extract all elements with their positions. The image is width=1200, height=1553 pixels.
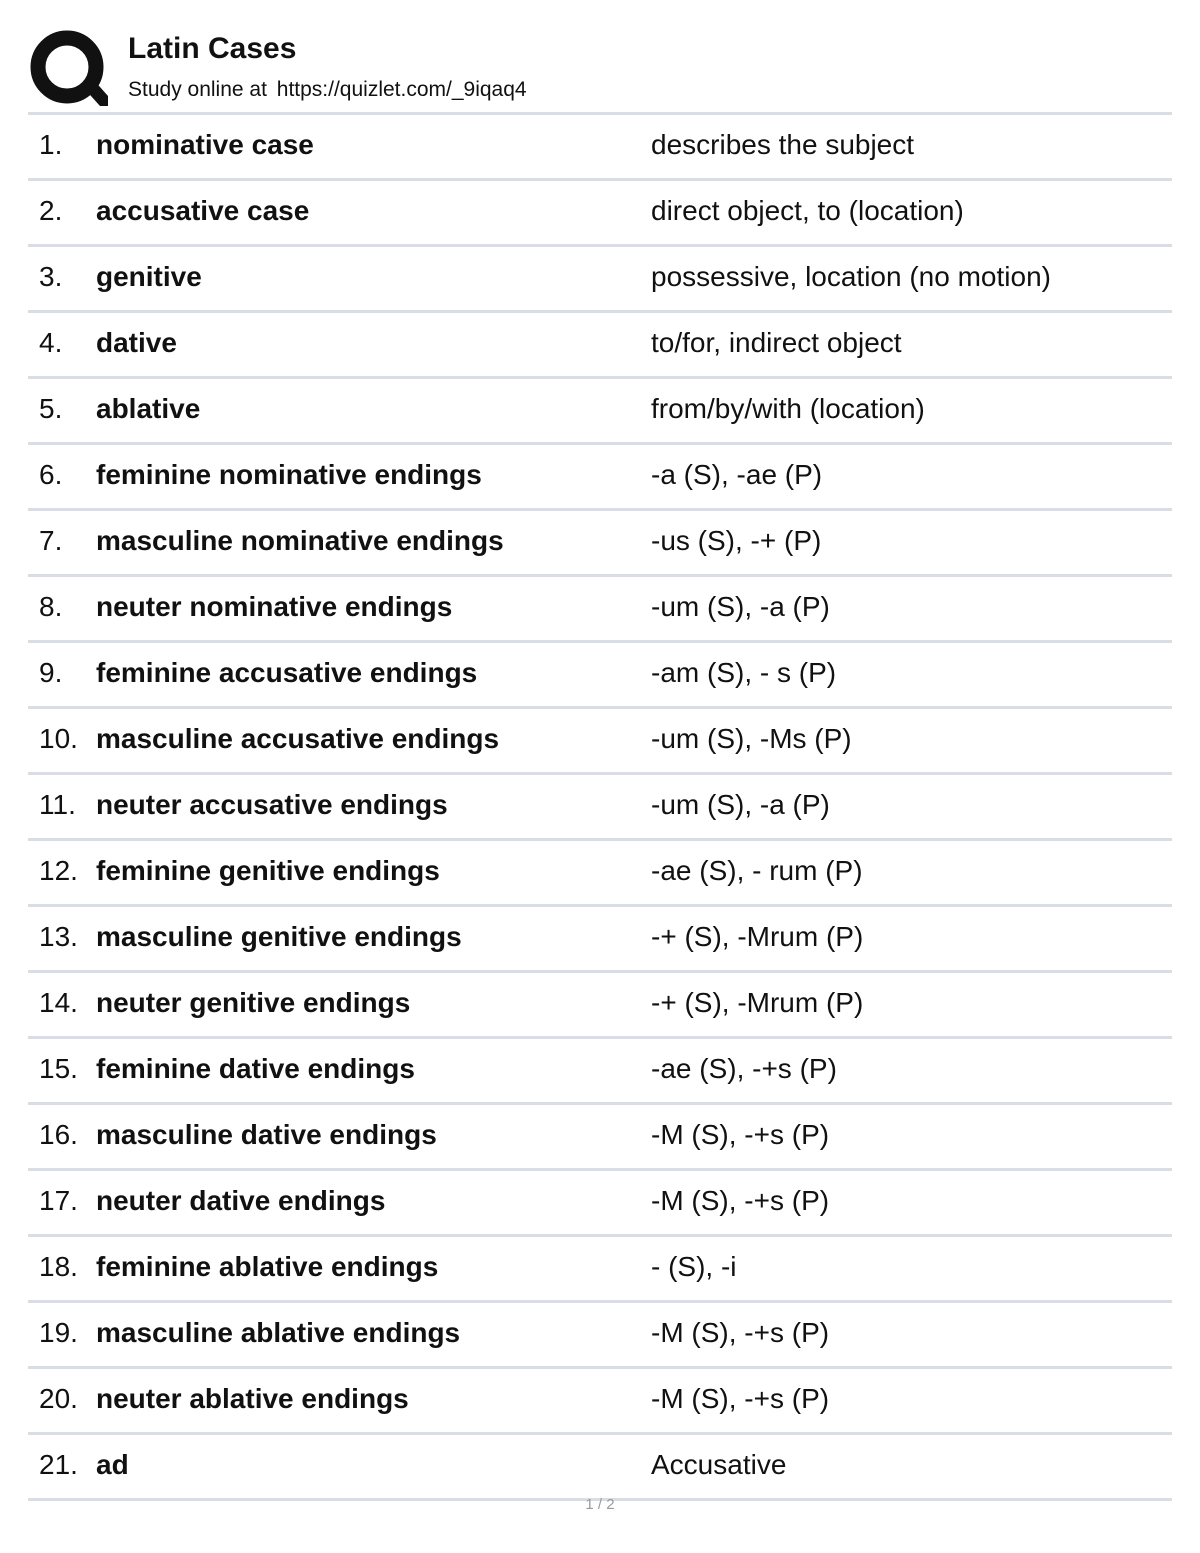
card-term: feminine ablative endings <box>96 1251 439 1282</box>
card-term: neuter dative endings <box>96 1185 386 1216</box>
flashcard-row <box>28 1369 1172 1435</box>
card-number: 1. <box>39 129 63 160</box>
card-definition: -M (S), -+s (P) <box>651 1317 830 1348</box>
card-term: ablative <box>96 393 201 424</box>
card-term: dative <box>96 327 177 358</box>
flashcard-row <box>28 379 1172 445</box>
card-number: 15. <box>39 1053 78 1084</box>
card-number: 6. <box>39 459 63 490</box>
flashcard-row <box>28 577 1172 643</box>
card-number: 3. <box>39 261 63 292</box>
flashcard-row <box>28 445 1172 511</box>
card-number: 4. <box>39 327 63 358</box>
card-definition: from/by/with (location) <box>651 393 925 424</box>
card-definition: -um (S), -a (P) <box>651 591 830 622</box>
document-header <box>30 28 1172 112</box>
card-number: 21. <box>39 1449 78 1480</box>
card-term: feminine dative endings <box>96 1053 415 1084</box>
flashcard-row <box>28 643 1172 709</box>
flashcard-row <box>28 709 1172 775</box>
page-subtitle <box>128 78 527 102</box>
subtitle-prefix: Study online at <box>128 78 267 101</box>
card-number: 17. <box>39 1185 78 1216</box>
flashcard-row <box>28 1435 1172 1501</box>
flashcard-row <box>28 841 1172 907</box>
card-definition: Accusative <box>651 1449 787 1480</box>
flashcard-row <box>28 1105 1172 1171</box>
flashcard-row <box>28 973 1172 1039</box>
card-number: 14. <box>39 987 78 1018</box>
flashcard-row <box>28 907 1172 973</box>
card-number: 12. <box>39 855 78 886</box>
flashcard-row <box>28 1039 1172 1105</box>
study-link[interactable]: https://quizlet.com/_9iqaq4 <box>276 78 527 101</box>
card-definition: -M (S), -+s (P) <box>651 1383 830 1414</box>
card-term: neuter accusative endings <box>96 789 448 820</box>
card-definition: -um (S), -a (P) <box>651 789 830 820</box>
flashcard-list <box>28 112 1172 1501</box>
card-term: neuter ablative endings <box>96 1383 409 1414</box>
flashcard-row <box>28 775 1172 841</box>
card-number: 13. <box>39 921 78 952</box>
card-term: masculine accusative endings <box>96 723 500 754</box>
card-number: 2. <box>39 195 63 226</box>
card-term: feminine genitive endings <box>96 855 440 886</box>
card-term: nominative case <box>96 129 314 160</box>
page-title: Latin Cases <box>128 32 297 65</box>
card-number: 18. <box>39 1251 78 1282</box>
card-term: masculine ablative endings <box>96 1317 461 1348</box>
card-term: accusative case <box>96 195 310 226</box>
card-definition: -am (S), - s (P) <box>651 657 837 688</box>
card-number: 10. <box>39 723 78 754</box>
card-definition: -us (S), -+ (P) <box>651 525 822 556</box>
flashcard-row <box>28 313 1172 379</box>
card-definition: -+ (S), -Mrum (P) <box>651 987 864 1018</box>
card-definition: describes the subject <box>651 129 915 160</box>
card-definition: direct object, to (location) <box>651 195 964 226</box>
card-term: masculine genitive endings <box>96 921 462 952</box>
card-term: neuter nominative endings <box>96 591 453 622</box>
card-definition: -M (S), -+s (P) <box>651 1185 830 1216</box>
card-number: 16. <box>39 1119 78 1150</box>
card-term: genitive <box>96 261 202 292</box>
card-definition: -M (S), -+s (P) <box>651 1119 830 1150</box>
flashcard-row <box>28 181 1172 247</box>
card-definition: -ae (S), -+s (P) <box>651 1053 837 1084</box>
card-definition: -ae (S), - rum (P) <box>651 855 863 886</box>
flashcard-row <box>28 1237 1172 1303</box>
card-number: 19. <box>39 1317 78 1348</box>
card-definition: -um (S), -Ms (P) <box>651 723 852 754</box>
card-term: feminine accusative endings <box>96 657 478 688</box>
flashcard-row <box>28 1171 1172 1237</box>
card-definition: possessive, location (no motion) <box>651 261 1051 292</box>
card-number: 9. <box>39 657 63 688</box>
page-indicator: 1 / 2 <box>585 1496 615 1513</box>
flashcard-row <box>28 115 1172 181</box>
card-number: 7. <box>39 525 63 556</box>
card-definition: -+ (S), -Mrum (P) <box>651 921 864 952</box>
card-definition: - (S), -i <box>651 1251 737 1282</box>
flashcard-row <box>28 247 1172 313</box>
card-number: 20. <box>39 1383 78 1414</box>
card-number: 11. <box>39 789 76 820</box>
flashcard-row <box>28 511 1172 577</box>
flashcard-row <box>28 1303 1172 1369</box>
card-term: feminine nominative endings <box>96 459 482 490</box>
quizlet-logo-icon <box>30 30 108 108</box>
card-term: ad <box>96 1449 129 1480</box>
card-term: masculine dative endings <box>96 1119 437 1150</box>
card-definition: to/for, indirect object <box>651 327 902 358</box>
card-definition: -a (S), -ae (P) <box>651 459 823 490</box>
card-number: 5. <box>39 393 63 424</box>
card-number: 8. <box>39 591 63 622</box>
card-term: masculine nominative endings <box>96 525 504 556</box>
card-term: neuter genitive endings <box>96 987 411 1018</box>
